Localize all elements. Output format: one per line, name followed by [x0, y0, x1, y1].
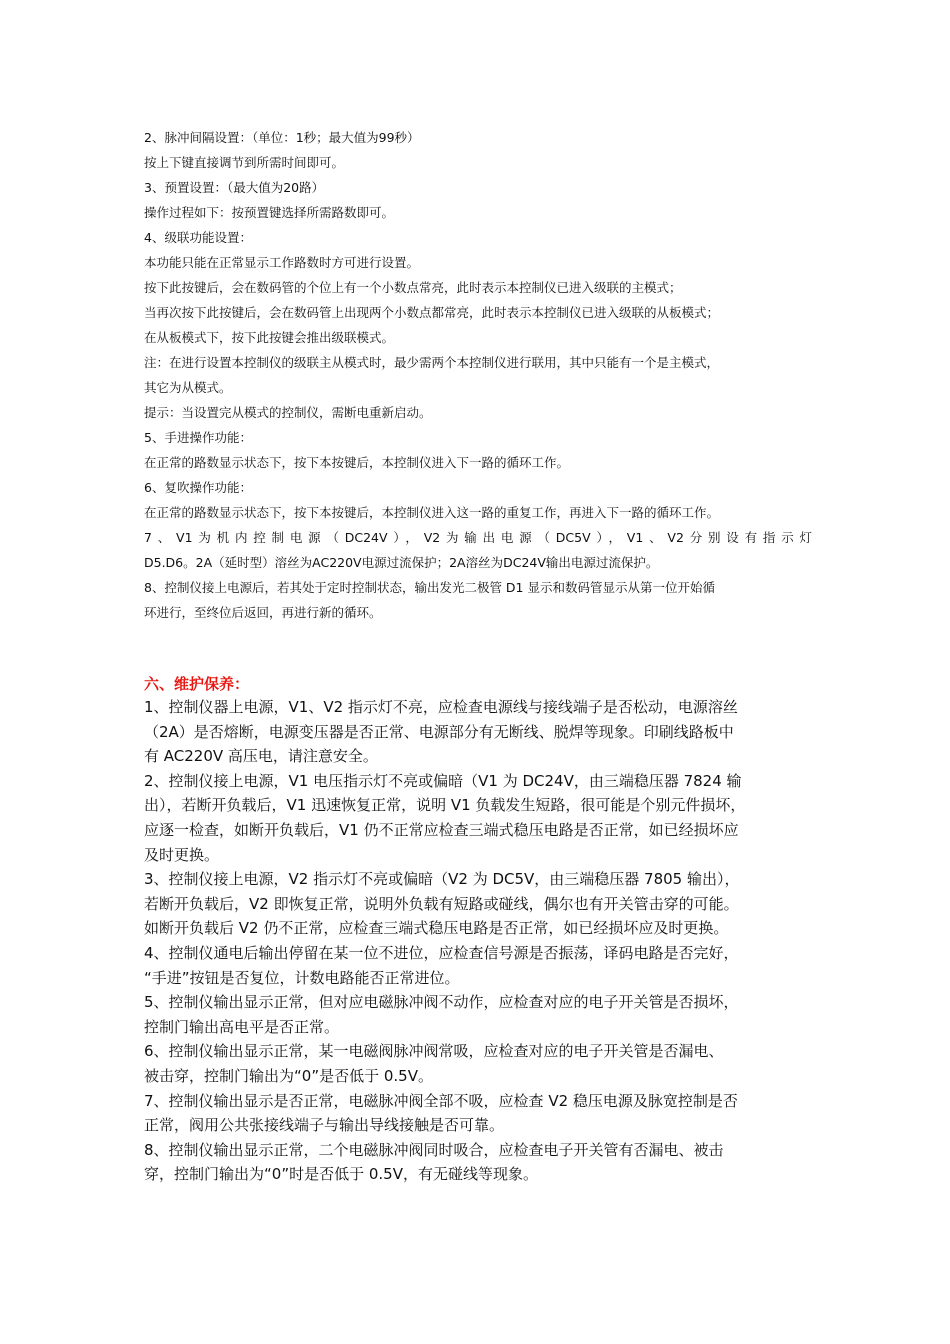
text-line: 3、控制仪接上电源，V2 指示灯不亮或偏暗（V2 为 DC5V，由三端稳压器 7805 输出）， [144, 870, 740, 889]
text-line: “手进”按钮是否复位，计数电路能否正常进位。 [144, 968, 460, 987]
text-line: 有 AC220V 高压电，请注意安全。 [144, 747, 378, 766]
text-line: 4、级联功能设置： [144, 230, 252, 245]
text-line: 1、控制仪器上电源，V1、V2 指示灯不亮，应检查电源线与接线端子是否松动，电源溶丝 [144, 698, 738, 716]
text-line: 其它为从模式。 [144, 380, 232, 395]
text-line: 环进行，至终位后返回，再进行新的循环。 [144, 605, 382, 620]
text-line: 8、控制仪输出显示正常，二个电磁脉冲阀同时吸合，应检查电子开关管有否漏电、被击 [144, 1140, 724, 1159]
section-heading: 六、维护保养： [144, 675, 250, 693]
text-line: 6、复吹操作功能： [144, 480, 252, 495]
text-line: 6、控制仪输出显示正常，某一电磁阀脉冲阀常吸，应检查对应的电子开关管是否漏电、 [144, 1042, 724, 1061]
text-line: D5.D6。2A（延时型）溶丝为AC220V电源过流保护；2A溶丝为DC24V输出电源过流保护。 [144, 555, 659, 570]
text-line: 出），若断开负载后，V1 迅速恢复正常，说明 V1 负载发生短路，很可能是个别元件损坏， [144, 796, 746, 815]
text-line: 及时更换。 [144, 845, 220, 864]
text-line: 本功能只能在正常显示工作路数时方可进行设置。 [144, 255, 420, 270]
text-line: 7、V1为机内控制电源（DC24V），V2为输出电源（DC5V），V1、V2分别设有指示灯 [144, 530, 812, 545]
text-line: 当再次按下此按键后，会在数码管上出现两个小数点都常亮，此时表示本控制仪已进入级联的从板模式； [144, 305, 720, 320]
text-line: 若断开负载后，V2 即恢复正常，说明外负载有短路或碰线，偶尔也有开关管击穿的可能。 [144, 894, 739, 913]
text-line: 注：在进行设置本控制仪的级联主从模式时，最少需两个本控制仪进行联用，其中只能有一个是主模式， [144, 355, 720, 370]
text-line: 按下此按键后，会在数码管的个位上有一个小数点常亮，此时表示本控制仪已进入级联的主模式； [144, 280, 682, 295]
text-line: 在正常的路数显示状态下，按下本按键后，本控制仪进入下一路的循环工作。 [144, 455, 570, 470]
text-line: 提示：当设置完从模式的控制仪，需断电重新启动。 [144, 405, 432, 420]
text-line: （2A）是否熔断，电源变压器是否正常、电源部分有无断线、脱焊等现象。印刷线路板中 [144, 722, 734, 741]
text-line: 操作过程如下：按预置键选择所需路数即可。 [144, 205, 395, 220]
text-line: 7、控制仪输出显示是否正常，电磁脉冲阀全部不吸，应检查 V2 稳压电源及脉宽控制是否 [144, 1091, 738, 1110]
settings-section [144, 125, 812, 625]
text-line: 8、控制仪接上电源后，若其处于定时控制状态，输出发光二极管 D1 显示和数码管显示从第一位开始循 [144, 580, 715, 595]
text-line: 控制门输出高电平是否正常。 [144, 1017, 340, 1036]
text-line: 在从板模式下，按下此按键会推出级联模式。 [144, 330, 395, 345]
text-line: 4、控制仪通电后输出停留在某一位不进位，应检查信号源是否振荡，译码电路是否完好， [144, 943, 739, 962]
text-line: 如断开负载后 V2 仍不正常，应检查三端式稳压电路是否正常，如已经损坏应及时更换。 [144, 919, 729, 938]
text-line: 5、手进操作功能： [144, 430, 252, 445]
text-line: 5、控制仪输出显示正常，但对应电磁脉冲阀不动作，应检查对应的电子开关管是否损坏， [144, 993, 739, 1012]
maintenance-section [144, 695, 810, 1187]
text-line: 穿，控制门输出为“0”时是否低于 0.5V，有无碰线等现象。 [144, 1165, 538, 1184]
text-line: 2、脉冲间隔设置：（单位：1秒；最大值为99秒） [144, 130, 420, 145]
text-line: 被击穿，控制门输出为“0”是否低于 0.5V。 [144, 1066, 433, 1085]
text-line: 3、预置设置：（最大值为20路） [144, 180, 325, 195]
text-line: 按上下键直接调节到所需时间即可。 [144, 155, 345, 170]
text-line: 在正常的路数显示状态下，按下本按键后，本控制仪进入这一路的重复工作，再进入下一路的循环工作。 [144, 505, 720, 520]
text-line: 2、控制仪接上电源，V1 电压指示灯不亮或偏暗（V1 为 DC24V，由三端稳压器 7824 输 [144, 771, 742, 790]
text-line: 正常，阀用公共张接线端子与输出导线接触是否可靠。 [144, 1116, 505, 1135]
text-line: 应逐一检查，如断开负载后，V1 仍不正常应检查三端式稳压电路是否正常，如已经损坏应 [144, 820, 739, 839]
